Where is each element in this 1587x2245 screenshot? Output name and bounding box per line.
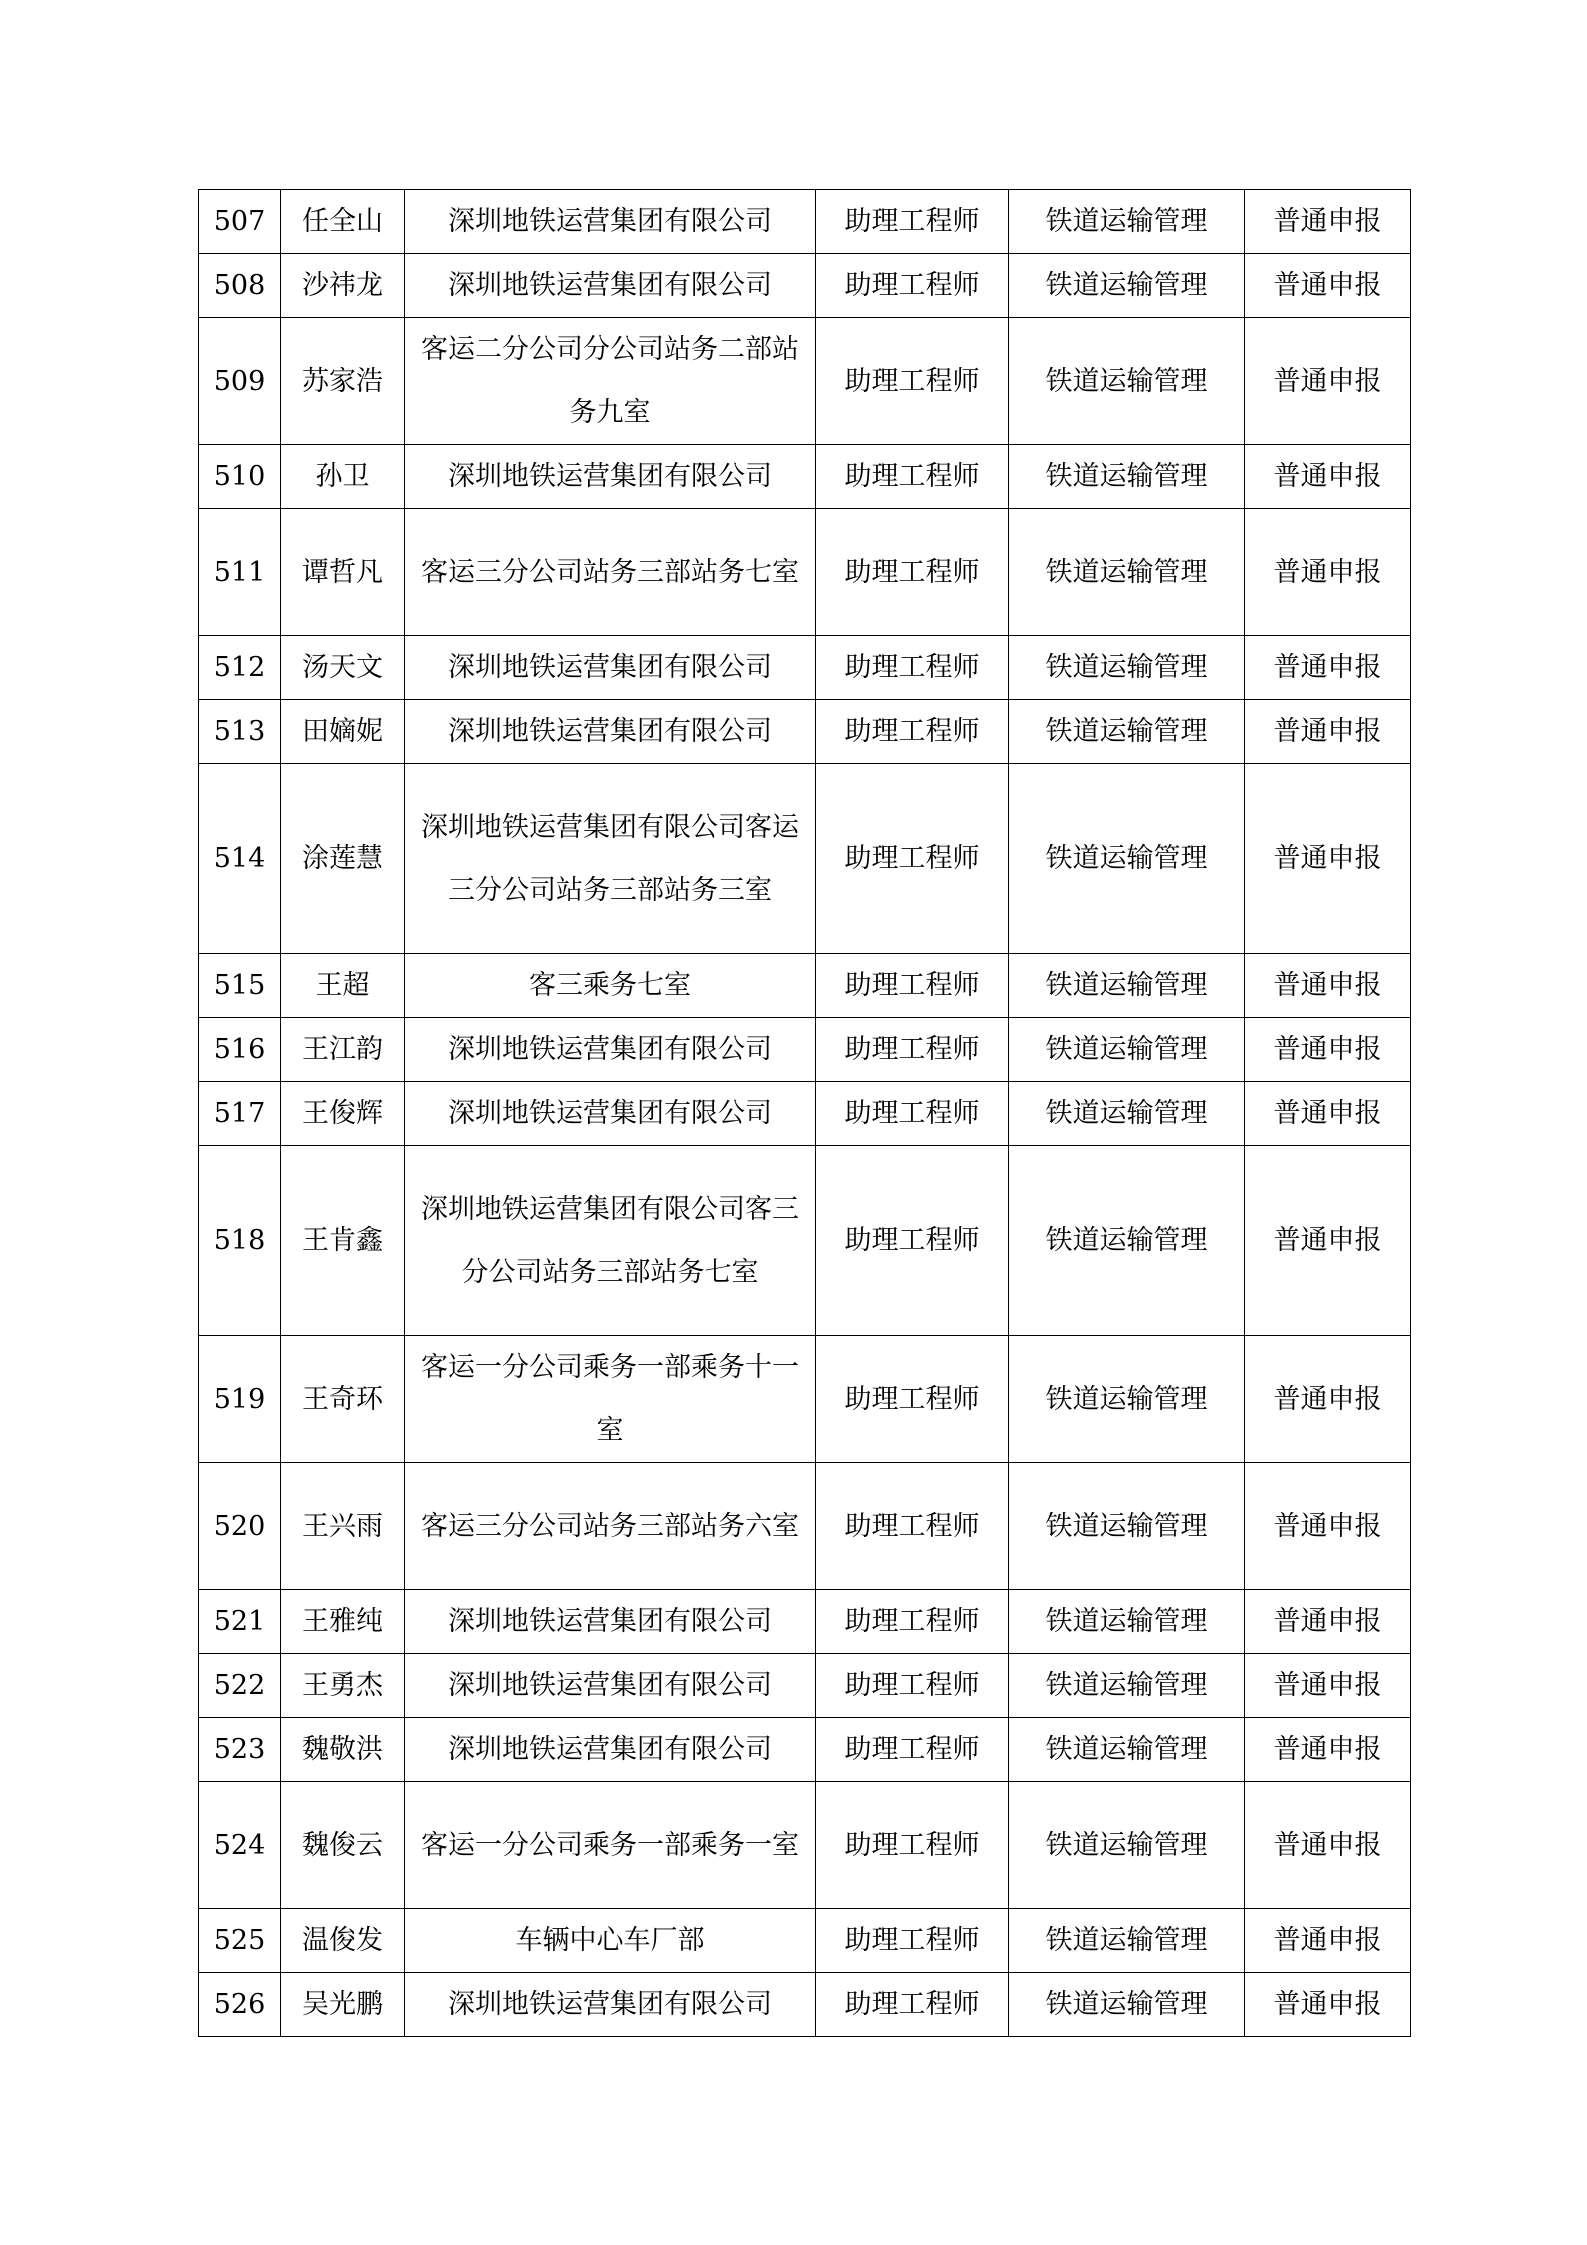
specialty-cell: 铁道运输管理 [1009, 254, 1245, 318]
row-number-cell: 510 [199, 445, 281, 509]
work-unit-cell: 车辆中心车厂部 [405, 1909, 816, 1973]
work-unit-cell: 深圳地铁运营集团有限公司客三分公司站务三部站务七室 [405, 1146, 816, 1336]
applicant-name-cell: 王肯鑫 [281, 1146, 405, 1336]
professional-title-cell: 助理工程师 [816, 1654, 1009, 1718]
professional-title-cell: 助理工程师 [816, 1463, 1009, 1590]
row-number-cell: 524 [199, 1782, 281, 1909]
work-unit-cell: 客三乘务七室 [405, 954, 816, 1018]
table-row [199, 1590, 1411, 1654]
row-number-cell: 520 [199, 1463, 281, 1590]
work-unit-cell: 客运二分公司分公司站务二部站务九室 [405, 318, 816, 445]
applicant-name-cell: 汤天文 [281, 636, 405, 700]
row-number-cell: 516 [199, 1018, 281, 1082]
applicant-name-cell: 王俊辉 [281, 1082, 405, 1146]
application-type-cell: 普通申报 [1245, 1973, 1411, 2037]
row-number-cell: 507 [199, 190, 281, 254]
application-type-cell: 普通申报 [1245, 636, 1411, 700]
professional-title-cell: 助理工程师 [816, 445, 1009, 509]
specialty-cell: 铁道运输管理 [1009, 1082, 1245, 1146]
applicant-name-cell: 王江韵 [281, 1018, 405, 1082]
work-unit-cell: 深圳地铁运营集团有限公司 [405, 190, 816, 254]
row-number-cell: 518 [199, 1146, 281, 1336]
work-unit-cell: 客运三分公司站务三部站务七室 [405, 509, 816, 636]
application-type-cell: 普通申报 [1245, 1654, 1411, 1718]
specialty-cell: 铁道运输管理 [1009, 1718, 1245, 1782]
specialty-cell: 铁道运输管理 [1009, 190, 1245, 254]
roster-table [198, 189, 1411, 2037]
application-type-cell: 普通申报 [1245, 1909, 1411, 1973]
professional-title-cell: 助理工程师 [816, 1018, 1009, 1082]
applicant-name-cell: 苏家浩 [281, 318, 405, 445]
application-type-cell: 普通申报 [1245, 1018, 1411, 1082]
work-unit-cell: 深圳地铁运营集团有限公司客运三分公司站务三部站务三室 [405, 764, 816, 954]
applicant-name-cell: 王勇杰 [281, 1654, 405, 1718]
table-row [199, 190, 1411, 254]
applicant-name-cell: 田嫡妮 [281, 700, 405, 764]
work-unit-cell: 深圳地铁运营集团有限公司 [405, 700, 816, 764]
row-number-cell: 514 [199, 764, 281, 954]
work-unit-cell: 客运三分公司站务三部站务六室 [405, 1463, 816, 1590]
specialty-cell: 铁道运输管理 [1009, 1973, 1245, 2037]
table-row [199, 1718, 1411, 1782]
application-type-cell: 普通申报 [1245, 1782, 1411, 1909]
table-row [199, 445, 1411, 509]
work-unit-cell: 深圳地铁运营集团有限公司 [405, 1590, 816, 1654]
row-number-cell: 512 [199, 636, 281, 700]
application-type-cell: 普通申报 [1245, 764, 1411, 954]
professional-title-cell: 助理工程师 [816, 1336, 1009, 1463]
applicant-name-cell: 谭哲凡 [281, 509, 405, 636]
table-row [199, 509, 1411, 636]
professional-title-cell: 助理工程师 [816, 318, 1009, 445]
row-number-cell: 508 [199, 254, 281, 318]
applicant-name-cell: 王超 [281, 954, 405, 1018]
applicant-name-cell: 温俊发 [281, 1909, 405, 1973]
row-number-cell: 517 [199, 1082, 281, 1146]
work-unit-cell: 客运一分公司乘务一部乘务一室 [405, 1782, 816, 1909]
professional-title-cell: 助理工程师 [816, 764, 1009, 954]
applicant-name-cell: 魏敬洪 [281, 1718, 405, 1782]
specialty-cell: 铁道运输管理 [1009, 1909, 1245, 1973]
row-number-cell: 513 [199, 700, 281, 764]
row-number-cell: 515 [199, 954, 281, 1018]
row-number-cell: 523 [199, 1718, 281, 1782]
professional-title-cell: 助理工程师 [816, 1782, 1009, 1909]
specialty-cell: 铁道运输管理 [1009, 1463, 1245, 1590]
row-number-cell: 509 [199, 318, 281, 445]
work-unit-cell: 深圳地铁运营集团有限公司 [405, 445, 816, 509]
professional-title-cell: 助理工程师 [816, 1082, 1009, 1146]
table-row [199, 1146, 1411, 1336]
application-type-cell: 普通申报 [1245, 1146, 1411, 1336]
table-row [199, 1654, 1411, 1718]
specialty-cell: 铁道运输管理 [1009, 636, 1245, 700]
application-type-cell: 普通申报 [1245, 1082, 1411, 1146]
specialty-cell: 铁道运输管理 [1009, 509, 1245, 636]
application-type-cell: 普通申报 [1245, 318, 1411, 445]
application-type-cell: 普通申报 [1245, 445, 1411, 509]
applicant-name-cell: 王奇环 [281, 1336, 405, 1463]
table-row [199, 1336, 1411, 1463]
applicant-name-cell: 吴光鹏 [281, 1973, 405, 2037]
applicant-name-cell: 王雅纯 [281, 1590, 405, 1654]
application-type-cell: 普通申报 [1245, 190, 1411, 254]
table-row [199, 1909, 1411, 1973]
row-number-cell: 526 [199, 1973, 281, 2037]
table-row [199, 1082, 1411, 1146]
specialty-cell: 铁道运输管理 [1009, 1590, 1245, 1654]
professional-title-cell: 助理工程师 [816, 190, 1009, 254]
work-unit-cell: 深圳地铁运营集团有限公司 [405, 1718, 816, 1782]
row-number-cell: 519 [199, 1336, 281, 1463]
work-unit-cell: 深圳地铁运营集团有限公司 [405, 1082, 816, 1146]
application-type-cell: 普通申报 [1245, 1718, 1411, 1782]
professional-title-cell: 助理工程师 [816, 1909, 1009, 1973]
application-type-cell: 普通申报 [1245, 954, 1411, 1018]
applicant-name-cell: 沙祎龙 [281, 254, 405, 318]
table-row [199, 1018, 1411, 1082]
applicant-name-cell: 魏俊云 [281, 1782, 405, 1909]
professional-title-cell: 助理工程师 [816, 509, 1009, 636]
table-row [199, 1463, 1411, 1590]
specialty-cell: 铁道运输管理 [1009, 1336, 1245, 1463]
row-number-cell: 522 [199, 1654, 281, 1718]
specialty-cell: 铁道运输管理 [1009, 1654, 1245, 1718]
applicant-name-cell: 王兴雨 [281, 1463, 405, 1590]
work-unit-cell: 深圳地铁运营集团有限公司 [405, 1973, 816, 2037]
work-unit-cell: 深圳地铁运营集团有限公司 [405, 636, 816, 700]
specialty-cell: 铁道运输管理 [1009, 1782, 1245, 1909]
work-unit-cell: 客运一分公司乘务一部乘务十一室 [405, 1336, 816, 1463]
professional-title-cell: 助理工程师 [816, 1973, 1009, 2037]
applicant-name-cell: 涂莲慧 [281, 764, 405, 954]
row-number-cell: 511 [199, 509, 281, 636]
specialty-cell: 铁道运输管理 [1009, 700, 1245, 764]
professional-title-cell: 助理工程师 [816, 1590, 1009, 1654]
table-row [199, 764, 1411, 954]
professional-title-cell: 助理工程师 [816, 954, 1009, 1018]
roster-table-body [199, 190, 1411, 2037]
applicant-name-cell: 任全山 [281, 190, 405, 254]
application-type-cell: 普通申报 [1245, 509, 1411, 636]
table-row [199, 700, 1411, 764]
professional-title-cell: 助理工程师 [816, 700, 1009, 764]
work-unit-cell: 深圳地铁运营集团有限公司 [405, 1654, 816, 1718]
application-type-cell: 普通申报 [1245, 700, 1411, 764]
professional-title-cell: 助理工程师 [816, 1718, 1009, 1782]
row-number-cell: 525 [199, 1909, 281, 1973]
professional-title-cell: 助理工程师 [816, 254, 1009, 318]
table-row [199, 954, 1411, 1018]
table-row [199, 254, 1411, 318]
specialty-cell: 铁道运输管理 [1009, 1146, 1245, 1336]
table-row [199, 1973, 1411, 2037]
row-number-cell: 521 [199, 1590, 281, 1654]
table-row [199, 318, 1411, 445]
application-type-cell: 普通申报 [1245, 254, 1411, 318]
application-type-cell: 普通申报 [1245, 1590, 1411, 1654]
application-type-cell: 普通申报 [1245, 1463, 1411, 1590]
table-row [199, 1782, 1411, 1909]
application-type-cell: 普通申报 [1245, 1336, 1411, 1463]
work-unit-cell: 深圳地铁运营集团有限公司 [405, 1018, 816, 1082]
professional-title-cell: 助理工程师 [816, 636, 1009, 700]
professional-title-cell: 助理工程师 [816, 1146, 1009, 1336]
specialty-cell: 铁道运输管理 [1009, 764, 1245, 954]
specialty-cell: 铁道运输管理 [1009, 445, 1245, 509]
specialty-cell: 铁道运输管理 [1009, 1018, 1245, 1082]
work-unit-cell: 深圳地铁运营集团有限公司 [405, 254, 816, 318]
specialty-cell: 铁道运输管理 [1009, 318, 1245, 445]
table-row [199, 636, 1411, 700]
specialty-cell: 铁道运输管理 [1009, 954, 1245, 1018]
applicant-name-cell: 孙卫 [281, 445, 405, 509]
